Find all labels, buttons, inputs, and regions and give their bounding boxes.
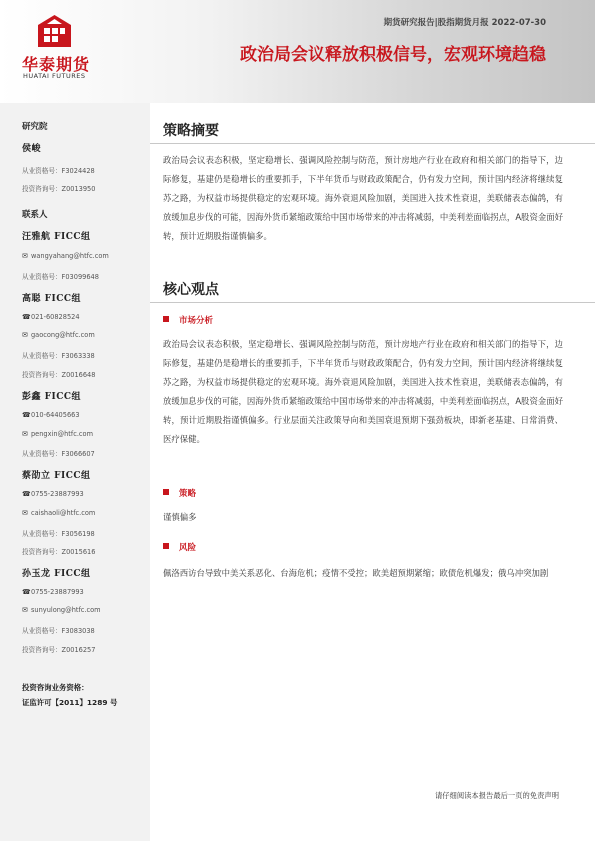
contact-qualification: 从业资格号：F3063338	[22, 352, 95, 360]
contact-qualification: 从业资格号：F3056198	[22, 530, 95, 538]
contact-phone: ☎010-64405663	[22, 411, 80, 419]
report-title: 政治局会议释放积极信号，宏观环境趋稳	[240, 45, 546, 65]
license-number: 证监许可【2011】1289 号	[22, 698, 118, 707]
contact-invest-number: 投资咨询号：Z0016257	[22, 646, 96, 654]
contact-invest-number: 投资咨询号：Z0015616	[22, 548, 96, 556]
phone-icon: ☎	[22, 490, 31, 498]
report-meta: 期货研究报告|股指期货月报 2022-07-30	[383, 18, 546, 28]
square-bullet-icon	[163, 489, 169, 495]
core-view-heading: 核心观点	[163, 282, 219, 298]
contact-invest-number: 投资咨询号：Z0016648	[22, 371, 96, 379]
contact-email[interactable]: ✉ caishaoli@htfc.com	[22, 509, 96, 517]
divider	[150, 143, 595, 144]
huatai-logo-icon	[38, 15, 71, 47]
square-bullet-icon	[163, 543, 169, 549]
phone-icon: ☎	[22, 588, 31, 596]
logo-chinese-text: 华泰期货	[22, 55, 91, 74]
email-icon: ✉	[22, 252, 28, 260]
risk-paragraph: 佩洛西访台导致中美关系恶化、台海危机；疫情不受控；欧美超预期紧缩；欧债危机爆发；俄乌冲突加剧	[163, 568, 549, 578]
contact-phone: ☎0755-23887993	[22, 588, 84, 596]
contact-name: 汪雅航 FICC组	[22, 232, 91, 242]
market-analysis-heading: 市场分析	[163, 314, 213, 326]
email-icon: ✉	[22, 606, 28, 614]
market-analysis-paragraph: 政治局会议表态积极，坚定稳增长、强调风险控制与防范，预计房地产行业在政府和相关部门的指导下，边际修复，基建仍是稳增长的重要抓手，下半年货币与财政政策配合，仍有发力空间，预计国内经济将继续复苏之路，为权益市场提供稳定的宏观环境。海外衰退风险加剧，美国进入技术性衰退，美联储表态偏鸽，有放缓加息步伐的可能，因海外货币紧缩政策给中国市场带来的冲击将减弱，中美利差面临拐点，A股资金面好转，预计近期股指谨慎偏多。行业层面关注政策导向和美国衰退预期下强劲板块，即新老基建、日常消费、医疗保健。	[163, 339, 563, 445]
risk-heading: 风险	[163, 541, 196, 553]
contact-phone: ☎021-60828524	[22, 313, 80, 321]
contact-qualification: 从业资格号：F03099648	[22, 273, 99, 281]
strategy-heading: 策略	[163, 487, 196, 499]
phone-icon: ☎	[22, 411, 31, 419]
contact-qualification: 从业资格号：F3066607	[22, 450, 95, 458]
lead-invest-number: 投资咨询号：Z0013950	[22, 185, 96, 193]
contact-name: 高聪 FICC组	[22, 294, 82, 304]
disclaimer-note: 请仔细阅读本报告最后一页的免责声明	[434, 791, 559, 800]
page-header	[0, 0, 595, 103]
logo-english-text: HUATAI FUTURES	[23, 72, 86, 80]
dept-label: 研究院	[22, 122, 48, 132]
phone-icon: ☎	[22, 313, 31, 321]
email-icon: ✉	[22, 509, 28, 517]
email-icon: ✉	[22, 331, 28, 339]
contact-name: 孙玉龙 FICC组	[22, 569, 91, 579]
contact-email[interactable]: ✉ wangyahang@htfc.com	[22, 252, 109, 260]
summary-heading: 策略摘要	[163, 123, 219, 139]
lead-qualification: 从业资格号：F3024428	[22, 167, 95, 175]
contact-name: 彭鑫 FICC组	[22, 392, 82, 402]
contact-email[interactable]: ✉ pengxin@htfc.com	[22, 430, 94, 438]
lead-analyst-name: 侯峻	[22, 144, 42, 154]
contact-phone: ☎0755-23887993	[22, 490, 84, 498]
summary-paragraph: 政治局会议表态积极，坚定稳增长、强调风险控制与防范，预计房地产行业在政府和相关部门的指导下，边际修复，基建仍是稳增长的重要抓手，下半年货币与财政政策配合，仍有发力空间，预计国内经济将继续复苏之路，为权益市场提供稳定的宏观环境。海外衰退风险加剧，美国进入技术性衰退，美联储表态偏鸽，有放缓加息步伐的可能，因海外货币紧缩政策给中国市场带来的冲击将减弱，中美利差面临拐点，A股资金面好转，预计近期股指谨慎偏多。	[163, 155, 563, 242]
email-icon: ✉	[22, 430, 28, 438]
strategy-text: 谨慎偏多	[163, 512, 197, 522]
contacts-label: 联系人	[22, 210, 48, 220]
divider	[150, 302, 595, 303]
square-bullet-icon	[163, 316, 169, 322]
contact-email[interactable]: ✉ gaocong@htfc.com	[22, 331, 95, 339]
contact-qualification: 从业资格号：F3083038	[22, 627, 95, 635]
license-label: 投资咨询业务资格：	[22, 683, 89, 692]
contact-email[interactable]: ✉ sunyulong@htfc.com	[22, 606, 101, 614]
contact-name: 蔡劭立 FICC组	[22, 471, 91, 481]
